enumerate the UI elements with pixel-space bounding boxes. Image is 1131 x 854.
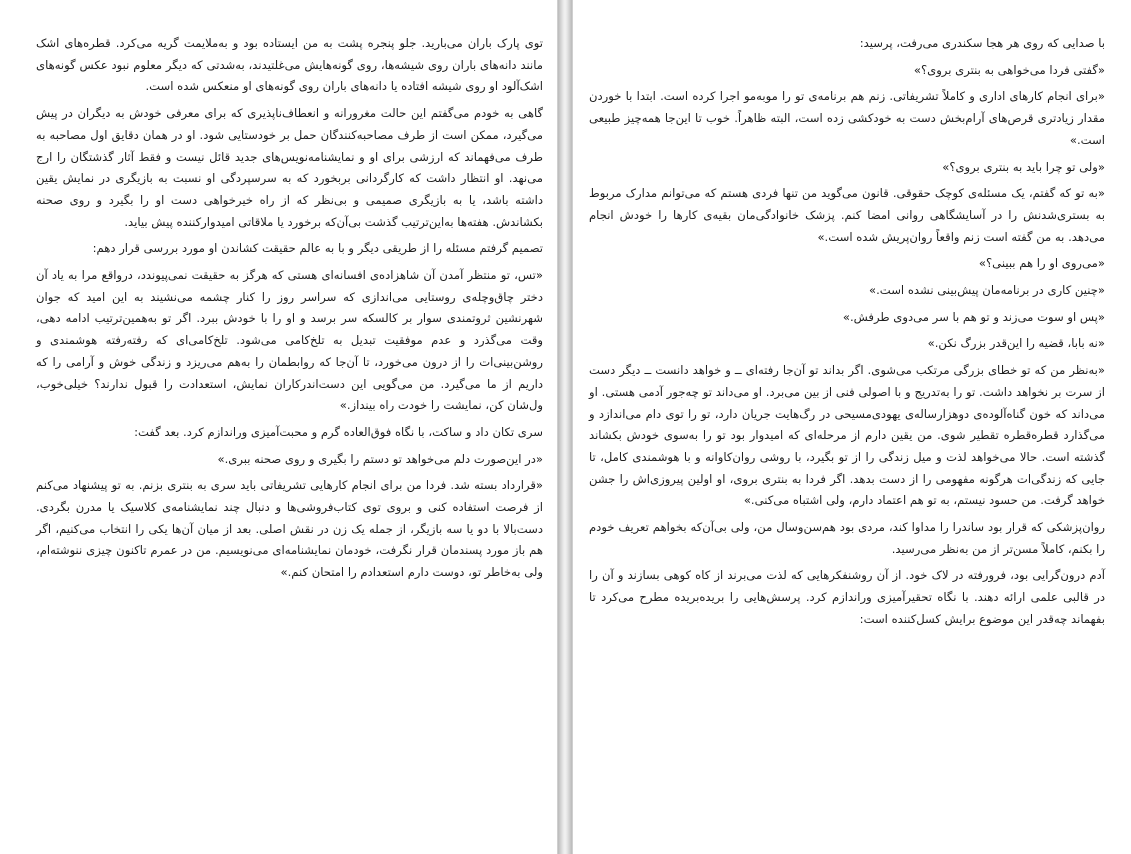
paragraph: سری تکان داد و ساکت، با نگاه فوق‌العاده گرم و محبت‌آمیزی وراندازم کرد. بعد گفت: [134, 424, 543, 439]
paragraph: آدم درون‌گرایی بود، فرورفته در لاک خود. از آن روشنفکرهایی که لذت می‌برند از کاه کوهی بسازند و آن را در قالبی علمی ارائه دهند. با نگاه تحقیرآمیزی وراندازم کرد. پرسش‌هایی را بریده‌بریده مطرح می‌کرد تا بفهماند چه‌قدر این موضوع برایش کسل‌کننده است: [589, 568, 1105, 626]
paragraph: «ولی تو چرا باید به بنتری بروی؟» [942, 159, 1105, 174]
paragraph: «قرارداد بسته شد. فردا من برای انجام کارهایی تشریفاتی باید سری به بنتری بزنم. به تو پیشنهاد می‌کنم از فرصت استفاده کنی و بروی توی کتاب‌فروشی‌ها و دنبال چند نمایشنامه‌ی کلاسیک یا مدرن بگردی. دست‌بالا با دو یا سه بازیگر، از جمله یک زن در نقش اصلی. بعد از میان آن‌ها یکی را انتخاب می‌کنیم، اگر هم باز مورد پسندمان قرار نگرفت، خودمان نمایشنامه‌ای می‌نویسیم. من در عمرم تاکنون چیزی ننوشته‌ام، ولی به‌خاطر تو، دوست دارم استعدادم را امتحان کنم.» [36, 478, 543, 580]
left-page-text [36, 33, 543, 584]
paragraph: «گفتی فردا می‌خواهی به بنتری بروی؟» [913, 62, 1105, 77]
left-page [0, 0, 558, 854]
paragraph: «نه بابا، قضیه را این‌قدر بزرگ نکن.» [927, 336, 1105, 351]
paragraph: «به‌نظر من که تو خطای بزرگی مرتکب می‌شوی. اگر بداند تو آن‌جا رفته‌ای ــ و خواهد دانست ــ دیگر دست از سرت بر نخواهد داشت. تو را به‌تدریج و با اصولی فنی از بین می‌برد. او می‌داند تو چه‌جور آدمی هستی. او می‌داند که خون گناه‌آلوده‌ی دوهزارساله‌ی یهودی‌مسیحی در رگ‌هایت جریان دارد، تو را توی دام می‌اندازد و می‌گذارد قطره‌قطره تقطیر شوی. من یقین دارم از مرحله‌ای که امیدوار بود تو را به‌سوی خودش بکشاند گذشته است. حالا می‌خواهد لذت و میل زندگی را از تو بگیرد، با روشی روان‌کاوانه و با هوشمندی کامل، تا جایی که زندگی‌ات هرگونه مفهومی را از دست بدهد. اگر فردا به بنتری بروی، او اولین پیروزی‌اش را جشن خواهد گرفت. من حسود نیستم، به تو هم اعتماد دارم، ولی اشتباه می‌کنی.» [589, 363, 1105, 508]
paragraph: «برای انجام کارهای اداری و کاملاً تشریفاتی. زنم هم برنامه‌ی تو را موبه‌مو اجرا کرده است. ابتدا با خوردن مقدار زیادتری قرص‌های آرام‌بخش دست به خودکشی زده است، البته ظاهراً. خوب تا این‌جا همه‌چیز طبیعی است.» [589, 89, 1105, 147]
paragraph: «چنین کاری در برنامه‌مان پیش‌بینی نشده است.» [869, 283, 1105, 298]
paragraph: با صدایی که روی هر هجا سکندری می‌رفت، پرسید: [859, 36, 1105, 50]
paragraph: «در این‌صورت دلم می‌خواهد تو دستم را بگیری و روی صحنه ببری.» [217, 451, 543, 466]
paragraph: «به تو که گفتم، یک مسئله‌ی کوچک حقوقی. قانون می‌گوید من تنها فردی هستم که می‌توانم مدارک مربوط به بستری‌شدنش را در آسایشگاهی روانی امضا کنم. پزشک خانوادگی‌مان بقیه‌ی کارها را خودش انجام می‌دهد. به من گفته است زنم واقعاً روان‌پریش شده است.» [589, 186, 1105, 244]
paragraph: گاهی به خودم می‌گفتم این حالت مغرورانه و انعطاف‌ناپذیری که برای معرفی خودش به دیگران در پیش می‌گیرد، ممکن است از طرف مصاحبه‌کنندگان حمل بر خودستایی شود. او در همان دقایق اول مصاحبه به طرف می‌فهماند که ارزشی برای او و نمایشنامه‌نویس‌های جدید قائل نیست و فقط آثار گذشتگان را ارج می‌نهد. او انتظار داشت که کارگردانی بربخورد که به سرسپردگی او نسبت به بازیگری در نمایش یقین داشته باشد، یا به بازیگری صمیمی و بی‌نظر که از راه خیرخواهی دست او را بگیرد و روی صحنه بکشاندش. هفته‌ها به‌این‌ترتیب گذشت بی‌آن‌که برخورد یا ملاقاتی امیدوارکننده پیش بیاید. [36, 106, 543, 229]
paragraph: «می‌روی او را هم ببینی؟» [978, 256, 1105, 271]
paragraph: «تس، تو منتظر آمدن آن شاهزاده‌ی افسانه‌ای هستی که هرگز به حقیقت نمی‌پیوندد، درواقع مرا به یاد آن دختر چاق‌وچله‌ی روستایی می‌اندازی که سراسر روز را کنار چشمه می‌نشیند به این امید که جوان شهرنشین ثروتمندی سوار بر کالسکه سر برسد و او را با خودش ببرد. اگر تو به‌همین‌ترتیب ادامه دهی، وقت می‌گذرد و عدم موفقیت تبدیل به تلخ‌کامی می‌شود. تلخ‌کامی‌ای که رفته‌رفته هوشمندی و روشن‌بینی‌ات را از درون می‌خورد، تا آن‌جا که روابطمان را به‌هم می‌ریزد و زندگی خوش و آرامی را که داریم از ما می‌گیرد. من می‌گویی این دست‌اندرکاران نمایش، استعدادت را قبول ندارند؟ خیلی‌خوب، ول‌شان کن، نمایشت را خودت راه بینداز.» [36, 268, 543, 413]
paragraph: توی پارک باران می‌بارید. جلو پنجره پشت به من ایستاده بود و به‌ملایمت گریه می‌کرد. قطره‌های اشک مانند دانه‌های باران روی شیشه‌ها، روی گونه‌هایش می‌غلتیدند، به‌شدتی که دیگر معلوم نبود عکس گونه‌های اشک‌آلود او روی شیشه افتاده یا دانه‌های باران روی گونه‌های او منعکس شده است. [36, 36, 543, 94]
paragraph: روان‌پزشکی که قرار بود ساندرا را مداوا کند، مردی بود هم‌سن‌وسال من، ولی بی‌آن‌که بخواهم تعریف خودم را بکنم، کاملاً مسن‌تر از من به‌نظر می‌رسید. [589, 520, 1105, 556]
paragraph: تصمیم گرفتم مسئله را از طریقی دیگر و با به عالم حقیقت کشاندن او مورد بررسی قرار دهم: [92, 241, 543, 256]
paragraph: «پس او سوت می‌زند و تو هم با سر می‌دوی طرفش.» [842, 309, 1105, 324]
right-page-text [589, 33, 1105, 631]
page-gutter [558, 0, 572, 854]
right-page [572, 0, 1131, 854]
